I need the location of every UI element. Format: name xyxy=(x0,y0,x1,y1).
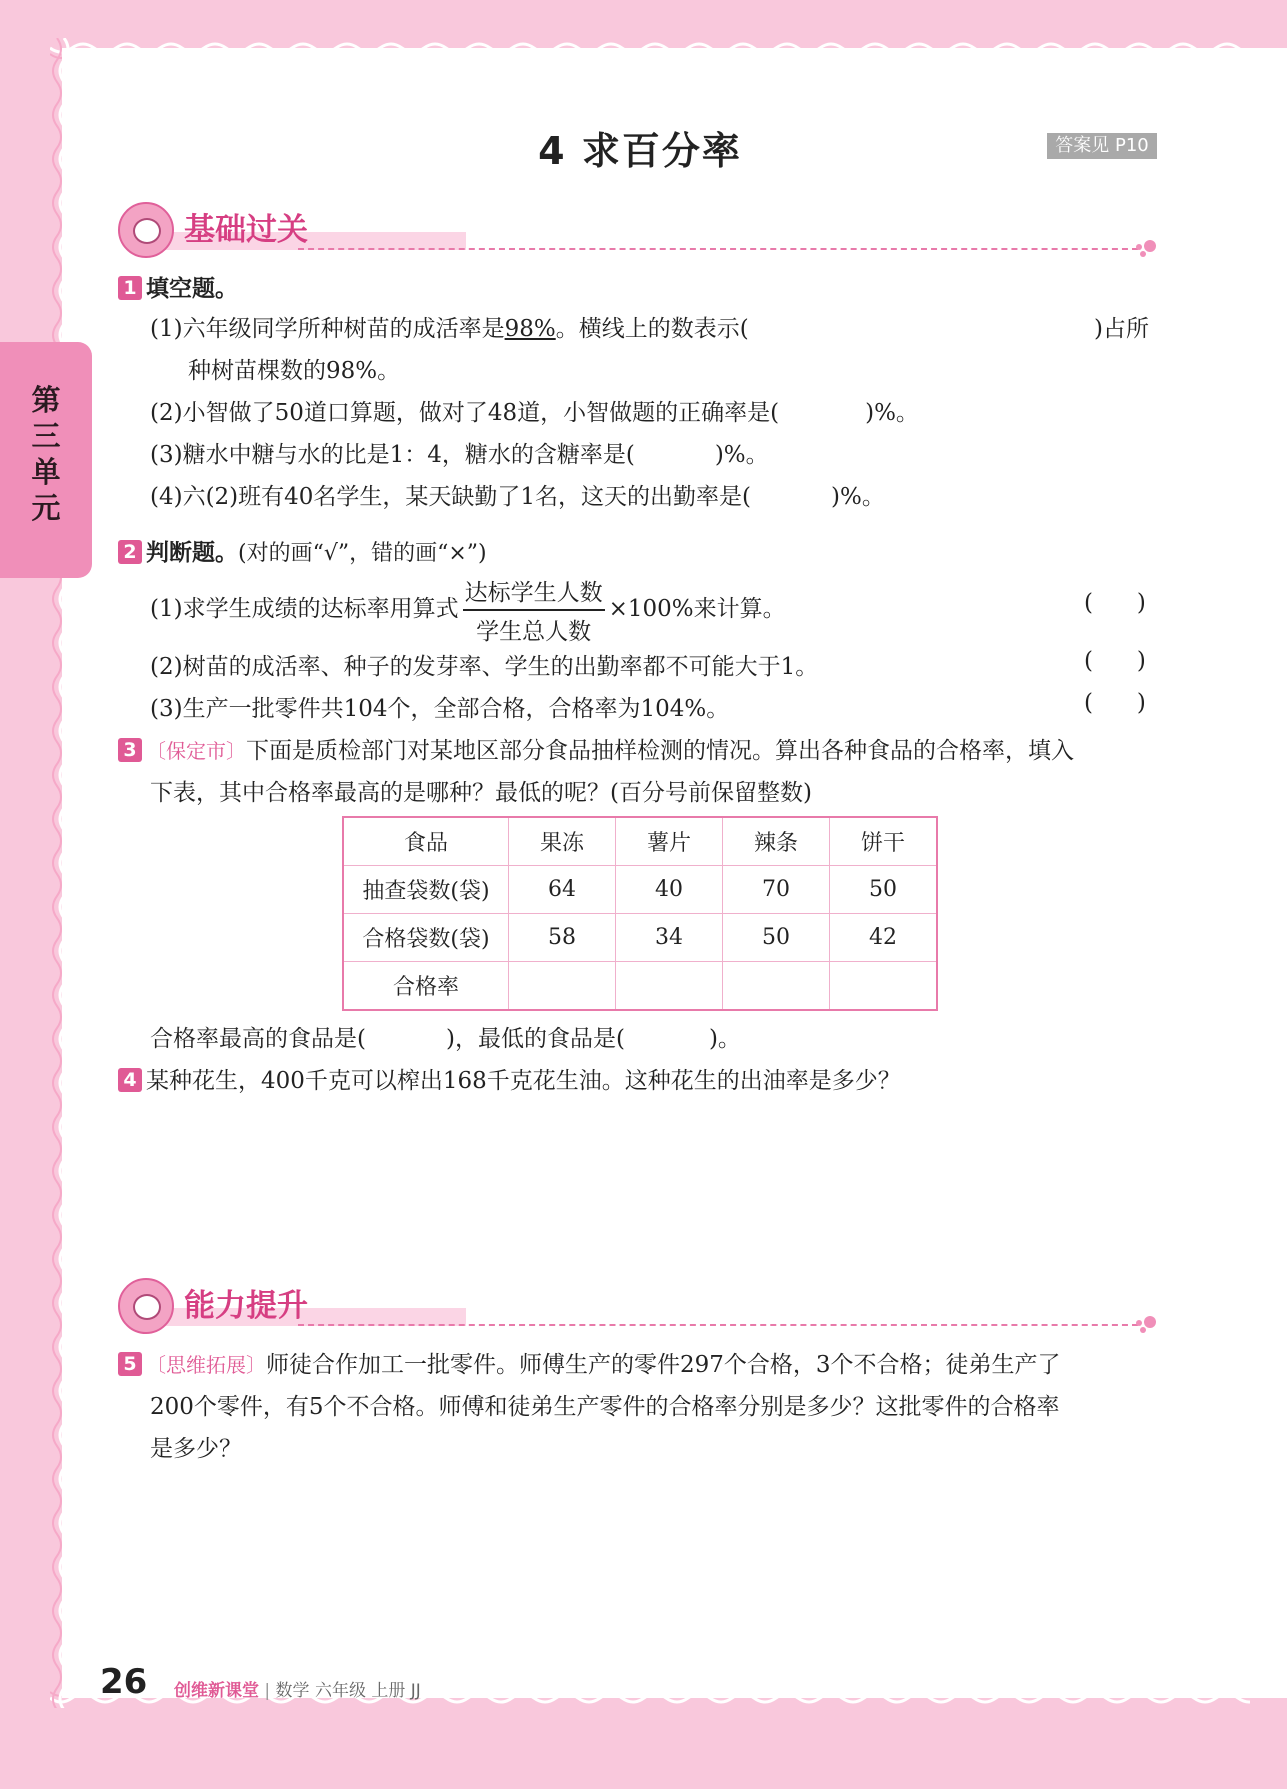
question-title-text: 填空题。 xyxy=(146,276,238,302)
fraction-numerator: 达标学生人数 xyxy=(463,574,605,611)
answer-reference-badge: 答案见 P10 xyxy=(1047,133,1157,159)
table-cell: 34 xyxy=(616,914,723,962)
question-5-line1 xyxy=(118,1346,1061,1379)
table-row xyxy=(343,914,937,962)
table-cell: 64 xyxy=(509,866,616,914)
table-header-cell: 饼干 xyxy=(830,817,938,866)
table-cell: 50 xyxy=(723,914,830,962)
dashed-divider xyxy=(298,1324,1138,1326)
question-4 xyxy=(118,1062,901,1095)
table-cell: 抽查袋数(袋) xyxy=(343,866,509,914)
question-3-line2: 下表，其中合格率最高的是哪种？最低的呢？(百分号前保留整数) xyxy=(150,780,812,806)
answer-cell[interactable] xyxy=(830,962,938,1011)
page-number: 26 xyxy=(100,1662,148,1702)
q1-item-1-line2: 种树苗棵数的98%。 xyxy=(188,358,401,384)
section-title-advanced: 能力提升 xyxy=(184,1288,308,1324)
region-tag: 〔保定市〕 xyxy=(146,739,246,763)
q1-item-2-text: (2)小智做了50道口算题，做对了48道，小智做题的正确率是( xyxy=(150,400,780,426)
fraction-denominator: 学生总人数 xyxy=(476,619,592,645)
category-tag: 〔思维拓展〕 xyxy=(146,1353,266,1377)
table-cell: 50 xyxy=(830,866,938,914)
table-header-cell: 辣条 xyxy=(723,817,830,866)
q1-item-3 xyxy=(150,436,769,469)
answer-line-text: 合格率最高的食品是( xyxy=(150,1026,366,1052)
table-cell: 40 xyxy=(616,866,723,914)
q1-item-1-underlined: 98% xyxy=(504,316,556,342)
table-cell: 58 xyxy=(509,914,616,962)
answer-cell[interactable] xyxy=(616,962,723,1011)
question-3-answer-line xyxy=(150,1020,741,1053)
question-4-text: 某种花生，400千克可以榨出168千克花生油。这种花生的出油率是多少？ xyxy=(146,1068,901,1094)
q1-item-1-text-2: 。横线上的数表示( xyxy=(555,316,749,342)
food-inspection-table xyxy=(342,816,938,1011)
fraction xyxy=(463,574,605,646)
table-cell: 70 xyxy=(723,866,830,914)
question-number-badge: 5 xyxy=(118,1352,142,1376)
answer-cell[interactable] xyxy=(509,962,616,1011)
left-wave-border xyxy=(46,38,76,1708)
q2-item-1-text: (1)求学生成绩的达标率用算式 xyxy=(150,596,459,622)
unit-tab-label: 第 三 单 元 xyxy=(31,383,61,525)
question-1-title xyxy=(118,270,238,303)
q1-item-4 xyxy=(150,478,885,511)
mascot-icon xyxy=(118,202,174,258)
table-cell: 合格率 xyxy=(343,962,509,1011)
question-5-line2: 200个零件，有5个不合格。师傅和徒弟生产零件的合格率分别是多少？这批零件的合格率 xyxy=(150,1394,1060,1420)
section-header-basic xyxy=(118,200,1158,260)
question-3-text-1: 下面是质检部门对某地区部分食品抽样检测的情况。算出各种食品的合格率，填入 xyxy=(246,738,1074,764)
question-title-text: 判断题。 xyxy=(146,540,238,566)
table-row xyxy=(343,962,937,1011)
answer-line-text-3: )。 xyxy=(708,1026,741,1052)
q1-item-2-end: )%。 xyxy=(865,400,919,426)
q1-item-4-text: (4)六(2)班有40名学生，某天缺勤了1名，这天的出勤率是( xyxy=(150,484,752,510)
book-info: 数学 六年级 上册 JJ xyxy=(275,1681,421,1701)
answer-cell[interactable] xyxy=(723,962,830,1011)
section-title-basic: 基础过关 xyxy=(184,212,308,248)
table-cell: 42 xyxy=(830,914,938,962)
section-header-advanced xyxy=(118,1276,1158,1336)
table-header-row xyxy=(343,817,937,866)
mascot-icon xyxy=(118,1278,174,1334)
lesson-title: 4 求百分率 xyxy=(538,129,742,173)
q1-item-2 xyxy=(150,394,919,427)
q1-item-3-end: )%。 xyxy=(714,442,769,468)
question-number-badge: 3 xyxy=(118,738,142,762)
q2-item-1 xyxy=(150,574,786,646)
table-header-cell: 果冻 xyxy=(509,817,616,866)
q2-item-2: (2)树苗的成活率、种子的发芽率、学生的出勤率都不可能大于1。 xyxy=(150,654,819,680)
question-note: (对的画“√”，错的画“×”) xyxy=(238,541,487,566)
dashed-divider xyxy=(298,248,1138,250)
answer-line-text-2: )，最低的食品是( xyxy=(445,1026,625,1052)
footer-info: 创维新课堂 | 数学 六年级 上册 JJ xyxy=(174,1681,421,1701)
q2-item-1-text-2: ×100%来计算。 xyxy=(608,596,786,622)
q1-item-3-text: (3)糖水中糖与水的比是1：4，糖水的含糖率是( xyxy=(150,442,635,468)
q1-item-1 xyxy=(150,310,749,343)
q1-item-4-end: )%。 xyxy=(831,484,885,510)
q1-item-1-end: )占所 xyxy=(1094,316,1149,342)
dots-icon xyxy=(1136,1314,1160,1334)
question-3-line1 xyxy=(118,732,1074,765)
table-cell: 合格袋数(袋) xyxy=(343,914,509,962)
table-row xyxy=(343,866,937,914)
question-5-text-1: 师徒合作加工一批零件。师傅生产的零件297个合格，3个不合格；徒弟生产了 xyxy=(266,1352,1061,1378)
table-header-cell: 食品 xyxy=(343,817,509,866)
answer-area[interactable] xyxy=(150,1105,1150,1255)
table-header-cell: 薯片 xyxy=(616,817,723,866)
judge-answer-box[interactable]: ( ) xyxy=(1084,690,1146,716)
dots-icon xyxy=(1136,238,1160,258)
question-number-badge: 2 xyxy=(118,540,142,564)
answer-area[interactable] xyxy=(150,1475,1150,1645)
brand-name: 创维新课堂 xyxy=(174,1681,259,1701)
question-number-badge: 1 xyxy=(118,276,142,300)
question-number-badge: 4 xyxy=(118,1068,142,1092)
unit-tab xyxy=(0,342,92,578)
question-2-title xyxy=(118,534,487,567)
judge-answer-box[interactable]: ( ) xyxy=(1084,590,1146,616)
judge-answer-box[interactable]: ( ) xyxy=(1084,648,1146,674)
question-5-line3: 是多少？ xyxy=(150,1436,242,1462)
q1-item-1-text: (1)六年级同学所种树苗的成活率是 xyxy=(150,316,505,342)
q2-item-3: (3)生产一批零件共104个，全部合格，合格率为104%。 xyxy=(150,696,730,722)
